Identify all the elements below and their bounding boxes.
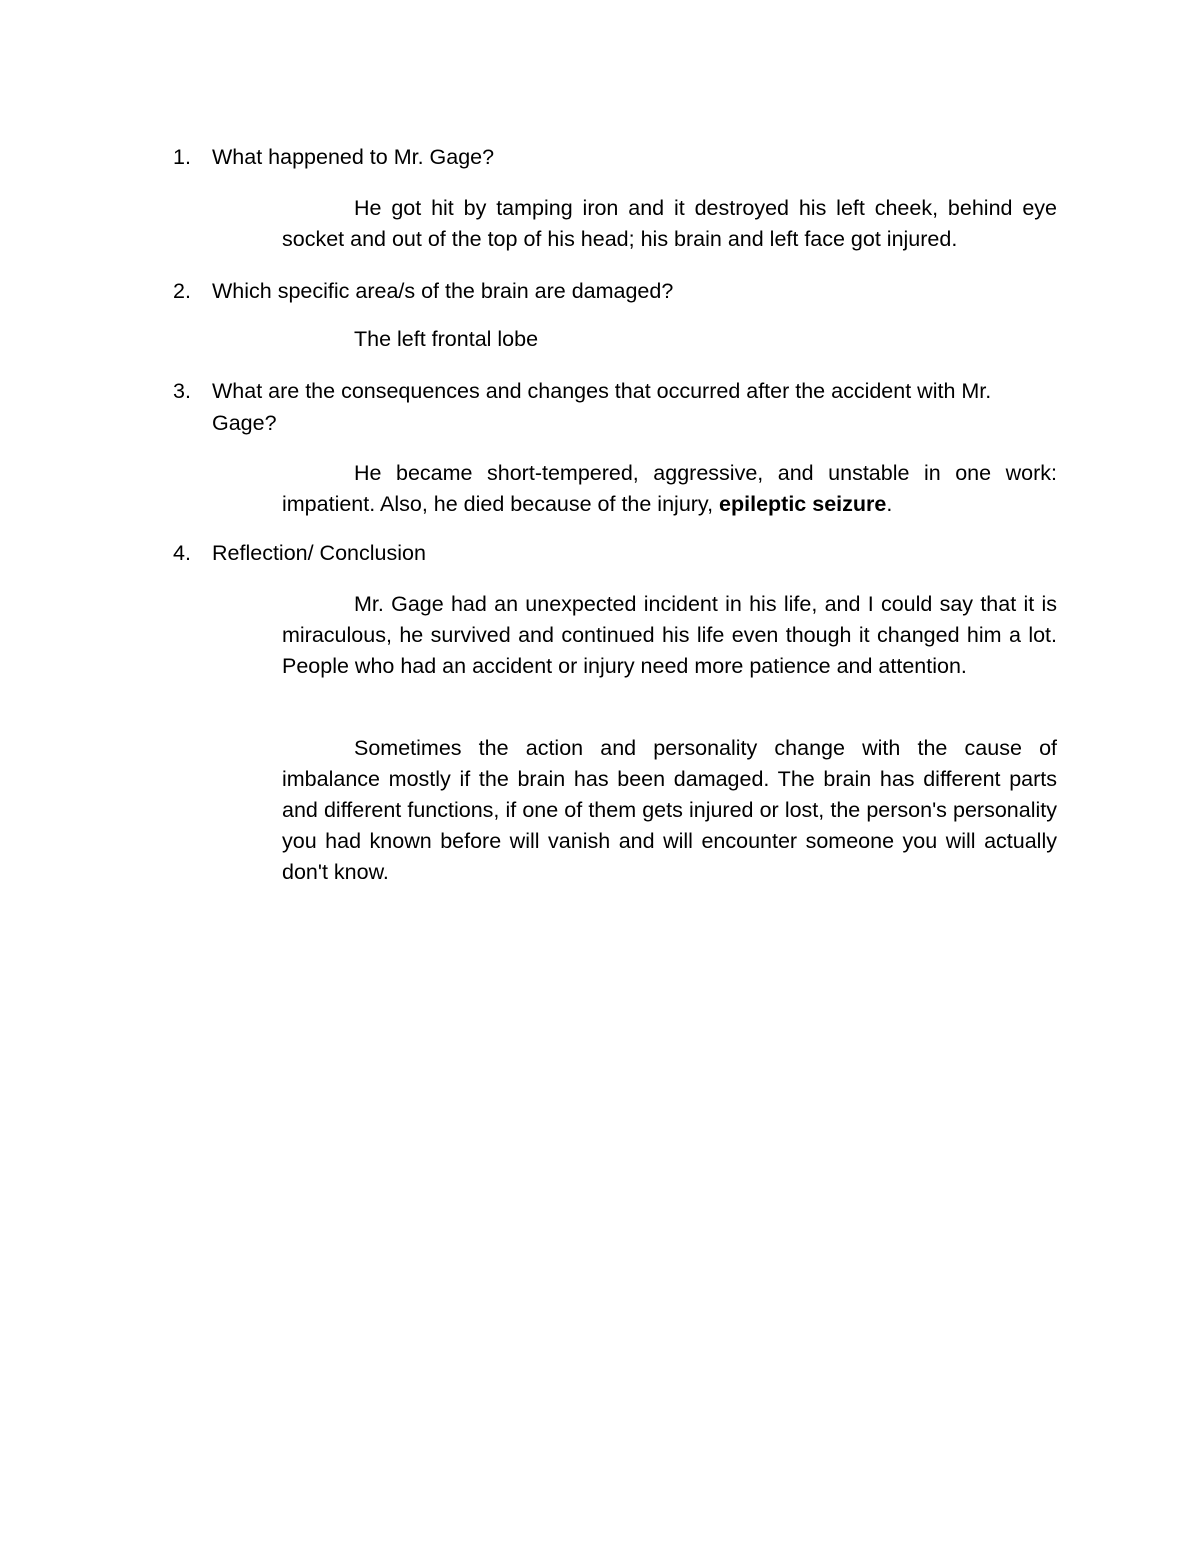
question-number: 3. xyxy=(173,379,191,403)
answer-punctuation: . xyxy=(886,492,893,516)
question-4 xyxy=(173,537,1073,569)
question-3 xyxy=(173,375,1073,439)
answer-1: He got hit by tamping iron and it destroyed his left cheek, behind eye socket and out of the top of his head; his brain and left face got injured. xyxy=(282,196,1057,251)
question-number: 4. xyxy=(173,541,191,565)
question-1 xyxy=(173,141,1073,173)
reflection-paragraph-2: Sometimes the action and personality change with the cause of imbalance mostly if the brain has been damaged. The brain has different parts and different functions, if one of them gets injured or lost, the person's personality you had known before will vanish and will encounter someone you will actually don't know. xyxy=(282,736,1057,884)
answer-3 xyxy=(282,458,1057,520)
question-number: 1. xyxy=(173,145,191,169)
question-text: What happened to Mr. Gage? xyxy=(212,145,495,169)
question-text: Which specific area/s of the brain are damaged? xyxy=(212,279,674,303)
question-text: Reflection/ Conclusion xyxy=(212,541,426,565)
question-2 xyxy=(173,275,1073,307)
answer-bold-text: epileptic seizure xyxy=(719,492,887,516)
reflection-paragraph-1: Mr. Gage had an unexpected incident in his life, and I could say that it is miraculous, he survived and continued his life even though it changed him a lot. People who had an accident or injury need more patience and attention. xyxy=(282,592,1057,678)
answer-text: He became short-tempered, aggressive, and unstable in one work: impatient. Also, he died because of the injury, xyxy=(282,461,1057,516)
question-text: What are the consequences and changes that occurred after the accident with Mr. Gage? xyxy=(212,379,992,435)
answer-2: The left frontal lobe xyxy=(354,327,539,351)
question-number: 2. xyxy=(173,279,191,303)
